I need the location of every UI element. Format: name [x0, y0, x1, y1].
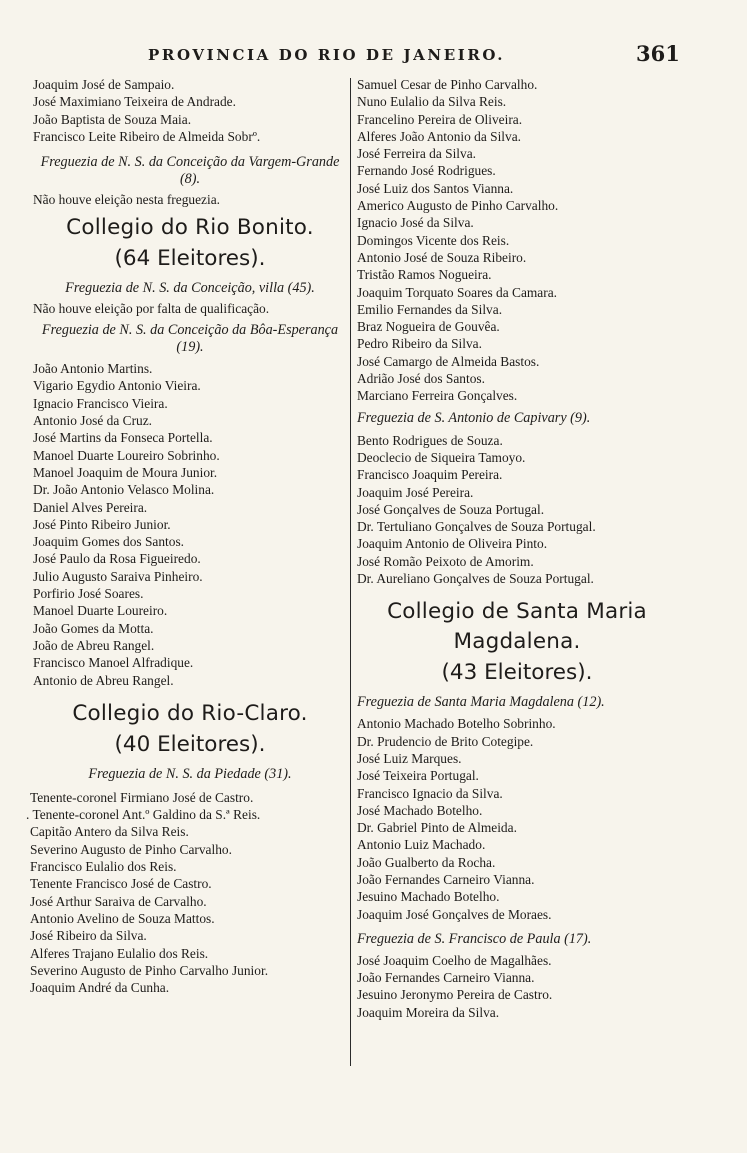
list-item: José Romão Peixoto de Amorim.	[357, 553, 534, 569]
list-item: Fernando José Rodrigues.	[357, 163, 496, 179]
list-item: Joaquim José Pereira.	[357, 484, 474, 500]
column-divider	[350, 78, 351, 1066]
list-item: Dr. João Antonio Velasco Molina.	[33, 482, 215, 498]
list-item: Dr. Gabriel Pinto de Almeida.	[357, 820, 517, 836]
parish-heading: Freguezia de N. S. da Conceição da Vargem-Grande (8).	[40, 154, 340, 188]
left-column	[26, 76, 347, 996]
list-item: Alferes Trajano Eulalio dos Reis.	[30, 945, 209, 961]
list-item: João Gualberto da Rocha.	[357, 854, 496, 870]
elector-count: (64 Eleitores).	[114, 245, 266, 271]
list-item: Porfirio José Soares.	[33, 586, 144, 602]
list-item: Antonio Luiz Machado.	[357, 837, 486, 853]
page-header	[0, 41, 747, 70]
name-list	[357, 432, 677, 588]
list-item: Deoclecio de Siqueira Tamoyo.	[357, 449, 526, 465]
list-item: João Fernandes Carneiro Vianna.	[357, 871, 535, 887]
list-item: José Ferreira da Silva.	[357, 146, 476, 162]
list-item: Capitão Antero da Silva Reis.	[30, 824, 189, 840]
list-item: José Maximiano Teixeira de Andrade.	[33, 94, 236, 110]
list-item: José Martins da Fonseca Portella.	[33, 430, 213, 446]
list-item: José Ribeiro da Silva.	[30, 928, 147, 944]
list-item: Dr. Aureliano Gonçalves de Souza Portugal.	[357, 571, 594, 587]
name-list	[357, 715, 677, 923]
list-item: Manoel Duarte Loureiro Sobrinho.	[33, 447, 220, 463]
page-number: 361	[636, 41, 680, 66]
list-item: Marciano Ferreira Gonçalves.	[357, 388, 518, 404]
elector-count: (40 Eleitores).	[114, 731, 266, 757]
college-heading: Collegio de Santa Maria	[387, 599, 647, 625]
list-item: Francisco Joaquim Pereira.	[357, 467, 503, 483]
parish-heading: Freguezia de N. S. da Conceição, villa (45).	[65, 279, 315, 296]
list-item: Pedro Ribeiro da Silva.	[357, 336, 482, 352]
list-item: Alferes João Antonio da Silva.	[357, 128, 522, 144]
list-item: Antonio de Abreu Rangel.	[33, 672, 174, 688]
name-list	[33, 76, 347, 145]
page-title: PROVINCIA DO RIO DE JANEIRO.	[148, 46, 506, 64]
name-list	[357, 952, 677, 1021]
name-list	[26, 789, 347, 997]
list-item: Joaquim José de Sampaio.	[33, 77, 175, 92]
list-item: Severino Augusto de Pinho Carvalho.	[30, 841, 232, 857]
list-item: Joaquim Moreira da Silva.	[357, 1004, 500, 1020]
list-item: Vigario Egydio Antonio Vieira.	[33, 378, 201, 394]
list-item: . Tenente-coronel Ant.º Galdino da S.ª Reis.	[26, 807, 261, 823]
list-item: Ignacio José da Silva.	[357, 215, 474, 231]
list-item: José Joaquim Coelho de Magalhães.	[357, 952, 552, 968]
list-item: Joaquim Torquato Soares da Camara.	[357, 284, 557, 300]
list-item: Antonio José de Souza Ribeiro.	[357, 249, 527, 265]
list-item: João Gomes da Motta.	[33, 620, 154, 636]
list-item: Francisco Leite Ribeiro de Almeida Sobrº.	[33, 128, 261, 144]
note-text: Não houve eleição nesta freguezia.	[33, 192, 220, 208]
list-item: José Luiz Marques.	[357, 750, 462, 766]
list-item: Joaquim José Gonçalves de Moraes.	[357, 906, 552, 922]
list-item: Dr. Prudencio de Brito Cotegipe.	[357, 733, 534, 749]
college-heading: Collegio do Rio Bonito.	[66, 214, 314, 240]
parish-heading: Freguezia de N. S. da Piedade (31).	[88, 765, 292, 782]
college-heading-continued: Magdalena.	[453, 629, 581, 655]
list-item: Jesuino Jeronymo Pereira de Castro.	[357, 987, 553, 1003]
list-item: Daniel Alves Pereira.	[33, 499, 148, 515]
list-item: Nuno Eulalio da Silva Reis.	[357, 94, 507, 110]
list-item: Joaquim Antonio de Oliveira Pinto.	[357, 536, 548, 552]
list-item: Manoel Duarte Loureiro.	[33, 603, 168, 619]
parish-heading: Freguezia de S. Antonio de Capivary (9).	[357, 409, 591, 426]
parish-heading: Freguezia de N. S. da Conceição da Bôa-Esperança (19).	[41, 322, 339, 356]
list-item: Braz Nogueira de Gouvêa.	[357, 319, 500, 335]
list-item: Joaquim Gomes dos Santos.	[33, 534, 185, 550]
list-item: Manoel Joaquim de Moura Junior.	[33, 464, 218, 480]
note-text: Não houve eleição por falta de qualificação.	[33, 300, 270, 316]
list-item: João de Abreu Rangel.	[33, 637, 155, 653]
list-item: João Baptista de Souza Maia.	[33, 111, 192, 127]
list-item: Bento Rodrigues de Souza.	[357, 432, 503, 448]
list-item: Samuel Cesar de Pinho Carvalho.	[357, 77, 538, 92]
parish-heading: Freguezia de S. Francisco de Paula (17).	[357, 930, 592, 947]
elector-count: (43 Eleitores).	[441, 660, 593, 686]
list-item: Julio Augusto Saraiva Pinheiro.	[33, 568, 203, 584]
list-item: Severino Augusto de Pinho Carvalho Junior.	[30, 962, 269, 978]
list-item: Antonio José da Cruz.	[33, 413, 153, 429]
list-item: José Pinto Ribeiro Junior.	[33, 516, 171, 532]
list-item: Joaquim André da Cunha.	[30, 980, 170, 996]
list-item: João Fernandes Carneiro Vianna.	[357, 970, 535, 986]
list-item: José Gonçalves de Souza Portugal.	[357, 501, 545, 517]
list-item: Francisco Manoel Alfradique.	[33, 655, 194, 671]
list-item: Francisco Ignacio da Silva.	[357, 785, 503, 801]
parish-heading: Freguezia de Santa Maria Magdalena (12).	[357, 694, 605, 711]
name-list	[33, 360, 347, 689]
name-list	[357, 76, 677, 405]
list-item: Ignacio Francisco Vieira.	[33, 395, 168, 411]
list-item: José Luiz dos Santos Vianna.	[357, 180, 514, 196]
list-item: Domingos Vicente dos Reis.	[357, 232, 510, 248]
list-item: Antonio Avelino de Souza Mattos.	[30, 910, 215, 926]
list-item: José Machado Botelho.	[357, 802, 483, 818]
list-item: Tenente-coronel Firmiano José de Castro.	[30, 789, 254, 805]
list-item: Tenente Francisco José de Castro.	[30, 876, 212, 892]
list-item: Jesuino Machado Botelho.	[357, 889, 500, 905]
list-item: Americo Augusto de Pinho Carvalho.	[357, 198, 559, 214]
list-item: José Arthur Saraiva de Carvalho.	[30, 893, 207, 909]
list-item: Antonio Machado Botelho Sobrinho.	[357, 716, 556, 732]
list-item: José Paulo da Rosa Figueiredo.	[33, 551, 201, 567]
list-item: Francisco Eulalio dos Reis.	[30, 859, 177, 875]
list-item: Dr. Tertuliano Gonçalves de Souza Portugal.	[357, 519, 596, 535]
list-item: Adrião José dos Santos.	[357, 371, 485, 387]
college-heading: Collegio do Rio-Claro.	[72, 700, 308, 726]
list-item: José Camargo de Almeida Bastos.	[357, 353, 540, 369]
list-item: José Teixeira Portugal.	[357, 768, 479, 784]
list-item: Francelino Pereira de Oliveira.	[357, 111, 523, 127]
list-item: João Antonio Martins.	[33, 361, 153, 377]
right-column	[357, 76, 677, 1021]
list-item: Emilio Fernandes da Silva.	[357, 301, 503, 317]
list-item: Tristão Ramos Nogueira.	[357, 267, 492, 283]
